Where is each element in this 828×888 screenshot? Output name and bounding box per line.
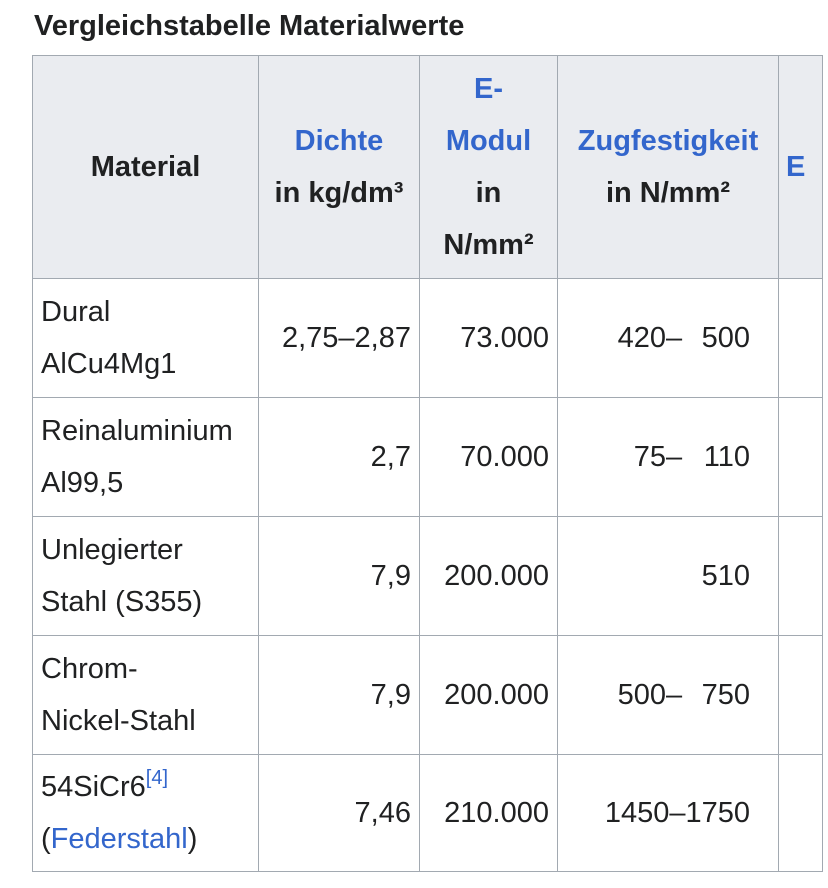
reference-link[interactable]: [4] xyxy=(145,767,169,789)
sort-link-zugfestigkeit[interactable]: Zugfestigkeit xyxy=(577,125,759,157)
table-row xyxy=(33,755,823,872)
zug-separator: – xyxy=(666,679,683,711)
cell-material xyxy=(33,279,259,398)
cell-next-column xyxy=(779,517,823,636)
cell-emodul: 73.000 xyxy=(420,279,558,398)
cell-material xyxy=(33,517,259,636)
cell-emodul: 210.000 xyxy=(420,755,558,872)
header-dichte-unit: in kg/dm³ xyxy=(274,177,404,209)
table-scroll-container[interactable] xyxy=(32,55,828,888)
zug-range xyxy=(600,312,750,364)
zug-range xyxy=(600,431,750,483)
header-emodul-unit-line2: N/mm² xyxy=(443,229,534,261)
sort-link-next-column[interactable]: E xyxy=(786,151,806,183)
material-name: 54SiCr6 xyxy=(41,771,146,803)
zug-high: 750 xyxy=(701,679,750,711)
cell-emodul: 200.000 xyxy=(420,636,558,755)
cell-emodul: 70.000 xyxy=(420,398,558,517)
cell-dichte: 7,46 xyxy=(259,755,420,872)
material-designation: Stahl (S355) xyxy=(41,586,203,618)
header-material xyxy=(33,56,259,279)
table-row xyxy=(33,517,823,636)
table-row xyxy=(33,279,823,398)
zug-separator: – xyxy=(666,322,683,354)
header-zugfestigkeit-unit: in N/mm² xyxy=(605,177,731,209)
material-name: Unlegierter xyxy=(41,534,183,566)
material-designation: AlCu4Mg1 xyxy=(41,348,177,380)
cell-zugfestigkeit xyxy=(558,636,779,755)
header-row xyxy=(33,56,823,279)
cell-zugfestigkeit xyxy=(558,517,779,636)
material-designation-close: ) xyxy=(187,823,198,855)
cell-zugfestigkeit xyxy=(558,398,779,517)
cell-material xyxy=(33,398,259,517)
zug-separator: – xyxy=(666,441,683,473)
cell-next-column xyxy=(779,636,823,755)
header-dichte[interactable] xyxy=(259,56,420,279)
zug-value: 510 xyxy=(701,560,750,592)
material-name: Chrom- xyxy=(41,653,138,685)
material-designation: Al99,5 xyxy=(41,467,124,499)
cell-dichte: 2,7 xyxy=(259,398,420,517)
cell-zugfestigkeit: 1450–1750 xyxy=(558,755,779,872)
cell-material xyxy=(33,636,259,755)
material-name: Reinaluminium xyxy=(41,415,233,447)
cell-next-column xyxy=(779,279,823,398)
cell-material xyxy=(33,755,259,872)
table-caption: Vergleichstabelle Materialwerte xyxy=(34,10,465,42)
cell-dichte: 7,9 xyxy=(259,636,420,755)
zug-low: 420 xyxy=(617,322,666,354)
zug-low: 75 xyxy=(633,441,666,473)
zug-high: 500 xyxy=(701,322,750,354)
zug-low: 500 xyxy=(617,679,666,711)
header-emodul-unit: in xyxy=(475,177,502,209)
header-zugfestigkeit[interactable] xyxy=(558,56,779,279)
material-comparison-table xyxy=(32,55,823,872)
cell-next-column xyxy=(779,398,823,517)
cell-next-column xyxy=(779,755,823,872)
header-next-column[interactable] xyxy=(779,56,823,279)
table-row xyxy=(33,636,823,755)
sort-link-emodul-line1[interactable]: E- xyxy=(474,73,503,105)
cell-dichte: 2,75–2,87 xyxy=(259,279,420,398)
zug-range xyxy=(600,669,750,721)
federstahl-link[interactable]: Federstahl xyxy=(50,823,188,855)
sort-link-dichte[interactable]: Dichte xyxy=(294,125,384,157)
cell-emodul: 200.000 xyxy=(420,517,558,636)
zug-high: 110 xyxy=(703,441,750,473)
table-row xyxy=(33,398,823,517)
header-emodul[interactable] xyxy=(420,56,558,279)
material-designation-open: ( xyxy=(41,823,51,855)
material-designation: Nickel-Stahl xyxy=(41,705,196,737)
cell-zugfestigkeit xyxy=(558,279,779,398)
material-name: Dural xyxy=(41,296,111,328)
header-material-label: Material xyxy=(90,151,201,183)
cell-dichte: 7,9 xyxy=(259,517,420,636)
sort-link-emodul-line2[interactable]: Modul xyxy=(445,125,532,157)
